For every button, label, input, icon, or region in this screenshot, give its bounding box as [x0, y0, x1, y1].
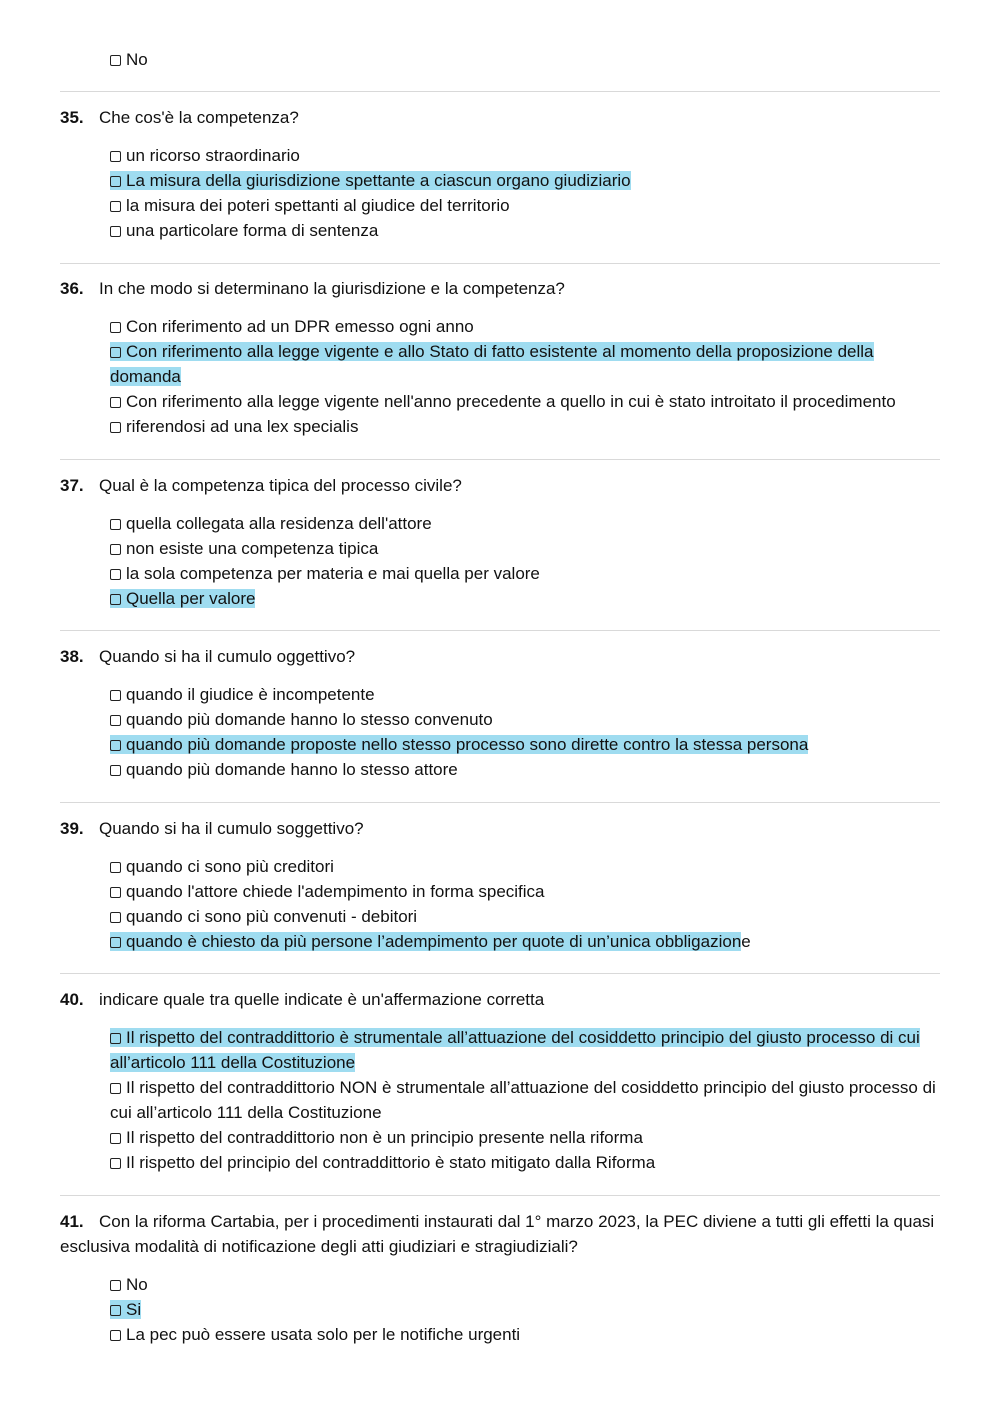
- question-text: In che modo si determinano la giurisdizione e la competenza?: [99, 279, 565, 298]
- option-label: quella collegata alla residenza dell'attore: [126, 514, 432, 533]
- option-item[interactable]: [110, 1322, 940, 1347]
- option-item[interactable]: [110, 1150, 940, 1175]
- option-item[interactable]: [110, 511, 940, 536]
- option-label: La pec può essere usata solo per le notifiche urgenti: [126, 1325, 521, 1344]
- question-number: 37.: [60, 476, 84, 495]
- checkbox-icon[interactable]: [110, 519, 121, 530]
- option-item[interactable]: [110, 143, 940, 168]
- option-label: Con riferimento alla legge vigente nell'anno precedente a quello in cui è stato introitato il procedimento: [126, 392, 896, 411]
- option-item[interactable]: [110, 904, 940, 929]
- question-number: 36.: [60, 279, 84, 298]
- answer-highlight: [110, 735, 808, 754]
- option-label: una particolare forma di sentenza: [126, 221, 379, 240]
- option-item[interactable]: [110, 1272, 940, 1297]
- checkbox-icon[interactable]: [110, 176, 121, 187]
- question-text: Qual è la competenza tipica del processo civile?: [99, 476, 462, 495]
- option-item[interactable]: [110, 1125, 940, 1150]
- option-item-selected[interactable]: [110, 929, 940, 954]
- checkbox-icon[interactable]: [110, 55, 121, 66]
- option-label: quando ci sono più convenuti - debitori: [126, 907, 418, 926]
- question-39: [60, 816, 940, 954]
- divider: [60, 1195, 940, 1196]
- answer-highlight: [110, 932, 741, 951]
- checkbox-icon[interactable]: [110, 1305, 121, 1316]
- option-item[interactable]: [110, 389, 940, 414]
- option-item-selected[interactable]: [110, 168, 940, 193]
- answer-highlight: [110, 171, 631, 190]
- option-item[interactable]: [110, 536, 940, 561]
- option-label: No: [126, 1275, 148, 1294]
- divider: [60, 802, 940, 803]
- question-text: indicare quale tra quelle indicate è un'affermazione corretta: [99, 990, 545, 1009]
- option-item[interactable]: [110, 414, 940, 439]
- checkbox-icon[interactable]: [110, 544, 121, 555]
- options-list: [60, 511, 940, 611]
- divider: [60, 973, 940, 974]
- option-label: Il rispetto del contraddittorio è strumentale all’attuazione del cosiddetto principio del giusto processo di cui all’articolo 111 della Costituzione: [110, 1028, 920, 1072]
- option-item[interactable]: [110, 314, 940, 339]
- checkbox-icon[interactable]: [110, 201, 121, 212]
- option-item[interactable]: [110, 1075, 940, 1125]
- options-list: [60, 682, 940, 782]
- option-item-selected[interactable]: [110, 732, 940, 757]
- option-item-selected[interactable]: [110, 586, 940, 611]
- question-text: Quando si ha il cumulo oggettivo?: [99, 647, 356, 666]
- checkbox-icon[interactable]: [110, 422, 121, 433]
- option-label: Con riferimento alla legge vigente e allo Stato di fatto esistente al momento della proposizione della domanda: [110, 342, 874, 386]
- option-label: Con riferimento ad un DPR emesso ogni anno: [126, 317, 474, 336]
- option-label: quando più domande hanno lo stesso convenuto: [126, 710, 493, 729]
- option-label: Il rispetto del principio del contraddittorio è stato mitigato dalla Riforma: [126, 1153, 656, 1172]
- question-41: [60, 1209, 940, 1347]
- option-label: riferendosi ad una lex specialis: [126, 417, 359, 436]
- answer-highlight: [110, 342, 874, 386]
- checkbox-icon[interactable]: [110, 862, 121, 873]
- options-list: [60, 314, 940, 439]
- question-text: Che cos'è la competenza?: [99, 108, 299, 127]
- checkbox-icon[interactable]: [110, 569, 121, 580]
- checkbox-icon[interactable]: [110, 226, 121, 237]
- option-item[interactable]: [110, 879, 940, 904]
- question-number: 38.: [60, 647, 84, 666]
- option-item[interactable]: [110, 47, 148, 72]
- options-list: [60, 1272, 940, 1347]
- divider: [60, 630, 940, 631]
- answer-highlight: [110, 1028, 920, 1072]
- checkbox-icon[interactable]: [110, 690, 121, 701]
- option-label-tail: e: [741, 932, 751, 951]
- checkbox-icon[interactable]: [110, 347, 121, 358]
- checkbox-icon[interactable]: [110, 765, 121, 776]
- checkbox-icon[interactable]: [110, 937, 121, 948]
- option-item[interactable]: [110, 757, 940, 782]
- option-label: Quella per valore: [126, 589, 256, 608]
- option-label: quando il giudice è incompetente: [126, 685, 375, 704]
- checkbox-icon[interactable]: [110, 912, 121, 923]
- checkbox-icon[interactable]: [110, 1083, 121, 1094]
- divider: [60, 459, 940, 460]
- question-38: [60, 644, 940, 782]
- question-text: Con la riforma Cartabia, per i procedimenti instaurati dal 1° marzo 2023, la PEC diviene a tutti gli effetti la quasi esclusiva modalità di notificazione degli atti giudiziari e stragiudiziali?: [60, 1212, 935, 1256]
- divider: [60, 263, 940, 264]
- question-text: Quando si ha il cumulo soggettivo?: [99, 819, 364, 838]
- question-number: 39.: [60, 819, 84, 838]
- option-label: quando più domande proposte nello stesso processo sono dirette contro la stessa persona: [126, 735, 809, 754]
- option-item[interactable]: [110, 707, 940, 732]
- option-label: No: [126, 50, 148, 69]
- checkbox-icon[interactable]: [110, 715, 121, 726]
- option-label: quando più domande hanno lo stesso attore: [126, 760, 458, 779]
- checkbox-icon[interactable]: [110, 1280, 121, 1291]
- checkbox-icon[interactable]: [110, 1158, 121, 1169]
- checkbox-icon[interactable]: [110, 1330, 121, 1341]
- divider: [60, 91, 940, 92]
- option-label: un ricorso straordinario: [126, 146, 300, 165]
- checkbox-icon[interactable]: [110, 1033, 121, 1044]
- checkbox-icon[interactable]: [110, 322, 121, 333]
- question-36: [60, 276, 940, 439]
- checkbox-icon[interactable]: [110, 887, 121, 898]
- option-label: Il rispetto del contraddittorio NON è strumentale all’attuazione del cosiddetto principio del giusto processo di cui all’articolo 111 della Costituzione: [110, 1078, 936, 1122]
- option-item[interactable]: [110, 193, 940, 218]
- checkbox-icon[interactable]: [110, 1133, 121, 1144]
- options-list: [60, 1025, 940, 1175]
- option-label: la sola competenza per materia e mai quella per valore: [126, 564, 540, 583]
- question-number: 40.: [60, 990, 84, 1009]
- option-label: non esiste una competenza tipica: [126, 539, 379, 558]
- option-item[interactable]: [110, 682, 940, 707]
- option-item[interactable]: [110, 561, 940, 586]
- answer-highlight: [110, 1300, 141, 1319]
- option-label: la misura dei poteri spettanti al giudice del territorio: [126, 196, 510, 215]
- option-item-selected[interactable]: [110, 1297, 940, 1322]
- option-label: Il rispetto del contraddittorio non è un principio presente nella riforma: [126, 1128, 643, 1147]
- option-item-selected[interactable]: [110, 1025, 940, 1075]
- option-label: quando l'attore chiede l'adempimento in forma specifica: [126, 882, 545, 901]
- checkbox-icon[interactable]: [110, 594, 121, 605]
- checkbox-icon[interactable]: [110, 740, 121, 751]
- answer-highlight: [110, 589, 255, 608]
- option-label: quando ci sono più creditori: [126, 857, 334, 876]
- options-list: [60, 143, 940, 243]
- checkbox-icon[interactable]: [110, 397, 121, 408]
- question-37: [60, 473, 940, 611]
- options-list: [60, 854, 940, 954]
- option-item-selected[interactable]: [110, 339, 940, 389]
- question-number: 35.: [60, 108, 84, 127]
- option-label: Si: [126, 1300, 142, 1319]
- question-35: [60, 105, 940, 243]
- option-label: La misura della giurisdizione spettante a ciascun organo giudiziario: [126, 171, 631, 190]
- question-40: [60, 987, 940, 1175]
- option-item[interactable]: [110, 218, 940, 243]
- checkbox-icon[interactable]: [110, 151, 121, 162]
- option-item[interactable]: [110, 854, 940, 879]
- question-number: 41.: [60, 1212, 84, 1231]
- option-label: quando è chiesto da più persone l’adempimento per quote di un’unica obbligazion: [126, 932, 742, 951]
